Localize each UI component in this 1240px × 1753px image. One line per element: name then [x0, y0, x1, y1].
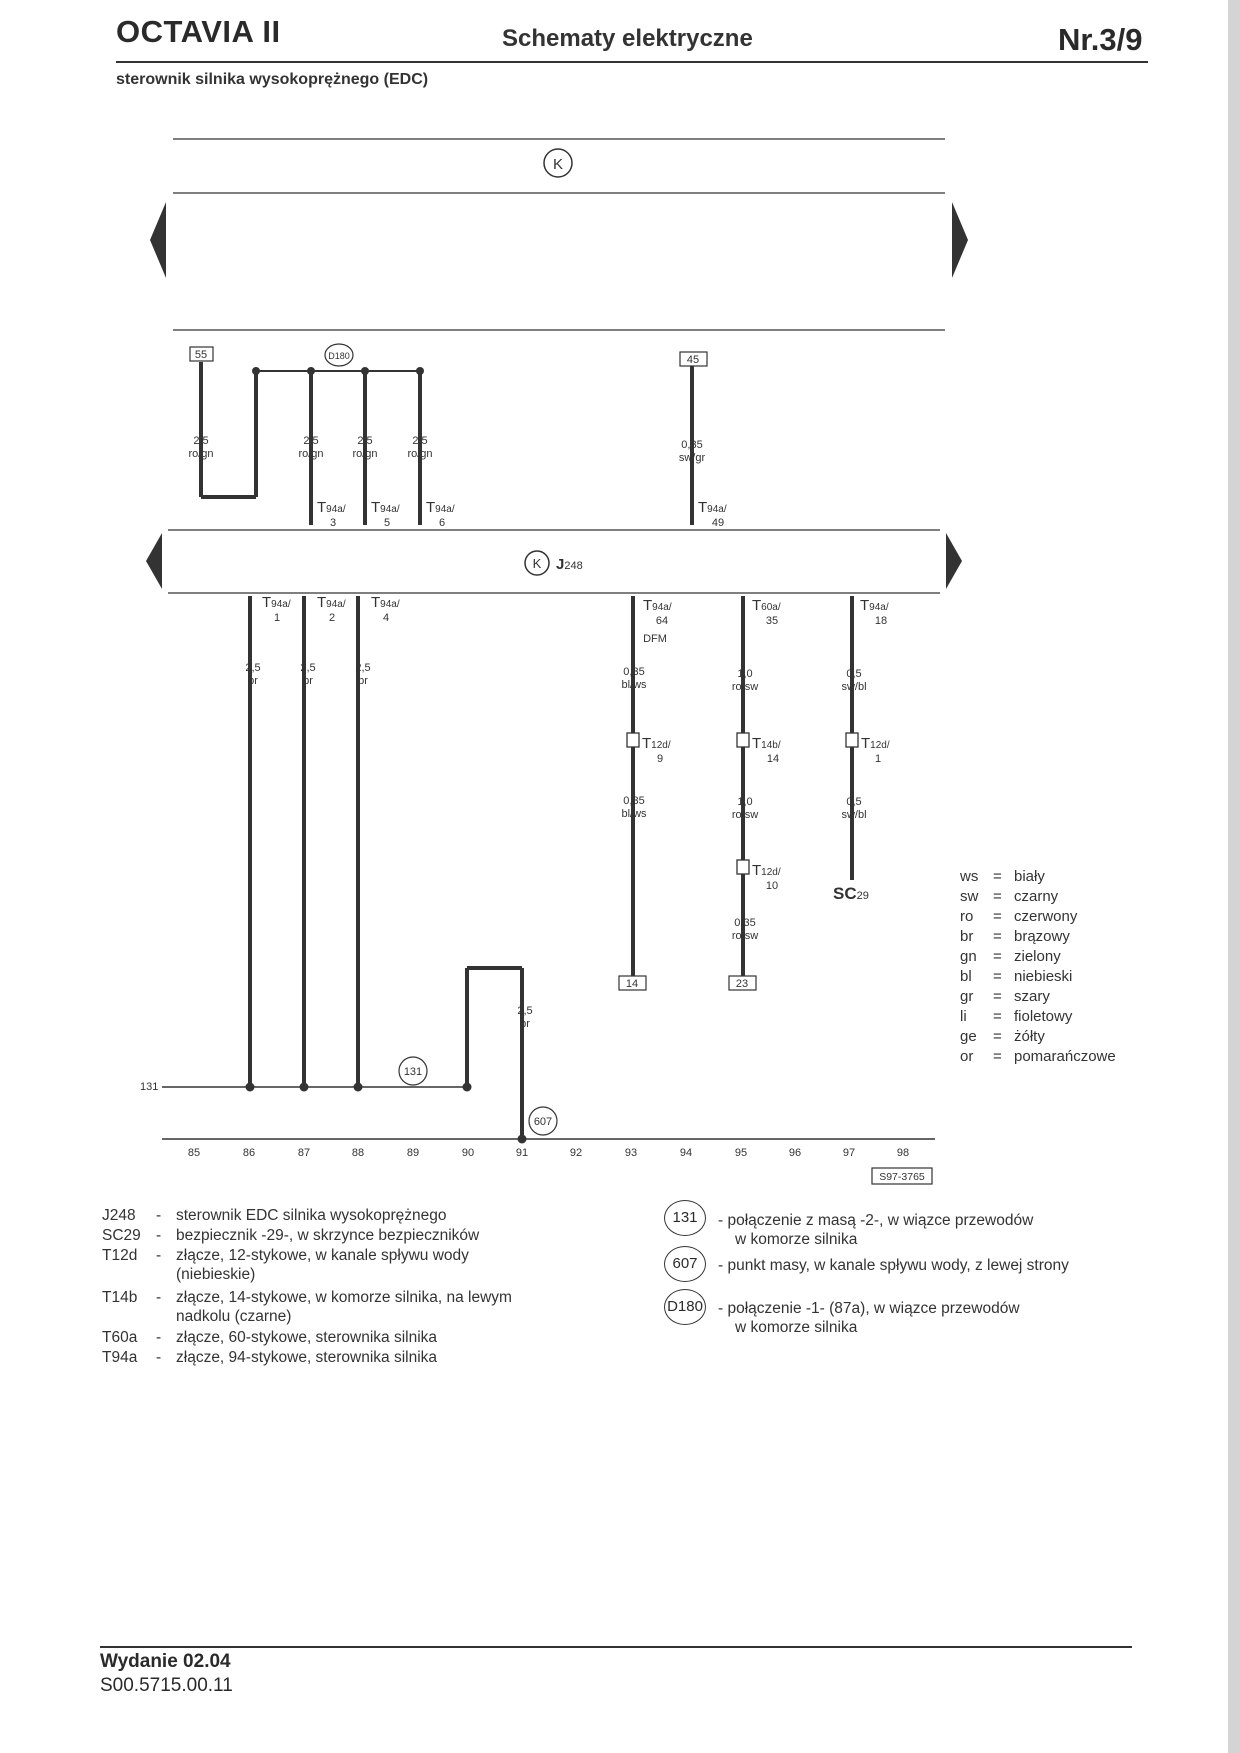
bottom-wires: [162, 596, 935, 1139]
svg-text:5: 5: [383, 517, 391, 529]
splice-d180-description: - połączenie -1- (87a), w wiązce przewodów: [718, 1300, 1020, 1317]
svg-text:14: 14: [625, 978, 639, 990]
fuse-sc29-label: SC29: [833, 884, 869, 903]
top-wire-labels: [188, 435, 705, 464]
svg-text:sw/bl: sw/bl: [841, 809, 867, 821]
svg-text:86: 86: [242, 1147, 256, 1159]
svg-text:ro/sw: ro/sw: [731, 681, 759, 693]
svg-text:ro/gn: ro/gn: [298, 448, 324, 460]
svg-text:10: 10: [765, 880, 779, 892]
document-subtitle: sterownik silnika wysokoprężnego (EDC): [116, 71, 429, 88]
svg-text:98: 98: [896, 1147, 910, 1159]
svg-text:23: 23: [735, 978, 749, 990]
svg-text:4: 4: [382, 612, 390, 624]
splice-d180-symbol: D180: [664, 1289, 706, 1325]
svg-text:ro/sw: ro/sw: [731, 930, 759, 942]
svg-text:9: 9: [656, 753, 664, 765]
svg-text:bl/ws: bl/ws: [621, 808, 647, 820]
svg-text:49: 49: [711, 517, 725, 529]
svg-text:T12d/: T12d/: [752, 862, 781, 879]
page-number: Nr.3/9: [1058, 22, 1143, 57]
svg-text:92: 92: [569, 1147, 583, 1159]
splice-d180-label: D180: [328, 351, 350, 361]
svg-text:6: 6: [438, 517, 446, 529]
svg-text:87: 87: [297, 1147, 311, 1159]
svg-text:2,5: 2,5: [245, 662, 261, 674]
svg-text:T94a/: T94a/: [317, 594, 346, 611]
component-j248-band: [146, 530, 962, 593]
svg-text:1: 1: [874, 753, 882, 765]
svg-text:0,35: 0,35: [623, 795, 645, 807]
edition-label: Wydanie 02.04: [100, 1651, 231, 1672]
svg-text:T12d/: T12d/: [861, 735, 890, 752]
svg-text:K: K: [552, 156, 564, 173]
svg-text:T94a/: T94a/: [262, 594, 291, 611]
svg-text:2: 2: [328, 612, 336, 624]
ground-131-description-line2: w komorze silnika: [735, 1231, 858, 1248]
svg-text:95: 95: [734, 1147, 748, 1159]
svg-text:3: 3: [329, 517, 337, 529]
svg-text:ro/gn: ro/gn: [352, 448, 378, 460]
ground-607-description: - punkt masy, w kanale spływu wody, z lewej strony: [718, 1257, 1069, 1274]
svg-text:sw/bl: sw/bl: [841, 681, 867, 693]
svg-text:J248: J248: [556, 556, 583, 573]
grid-numbers: [188, 1147, 909, 1159]
svg-text:ro/sw: ro/sw: [731, 809, 759, 821]
reference-code: S97-3765: [879, 1171, 925, 1183]
svg-text:2,5: 2,5: [303, 435, 319, 447]
svg-text:0,5: 0,5: [846, 796, 862, 808]
svg-text:T94a/: T94a/: [317, 499, 346, 516]
ground-131-label: 131: [403, 1066, 423, 1078]
svg-text:ro/gn: ro/gn: [407, 448, 433, 460]
svg-text:45: 45: [686, 354, 700, 366]
document-title: Schematy elektryczne: [502, 25, 753, 52]
svg-text:2,5: 2,5: [193, 435, 209, 447]
svg-text:T94a/: T94a/: [426, 499, 455, 516]
continue-right-arrow: [952, 202, 968, 278]
svg-text:br: br: [520, 1018, 530, 1030]
svg-text:0,5: 0,5: [846, 668, 862, 680]
bottom-wire-labels: [245, 662, 866, 1030]
svg-text:55: 55: [194, 349, 208, 361]
svg-text:br: br: [303, 675, 313, 687]
svg-text:T60a/: T60a/: [752, 597, 781, 614]
side-ref-131: 131: [140, 1081, 159, 1093]
svg-text:T14b/: T14b/: [752, 735, 781, 752]
svg-text:14: 14: [766, 753, 780, 765]
svg-text:96: 96: [788, 1147, 802, 1159]
ground-607-symbol: 607: [664, 1246, 706, 1282]
top-component-band: [150, 139, 968, 330]
svg-text:br: br: [358, 675, 368, 687]
scan-edge: [1228, 0, 1240, 1753]
svg-text:ro/gn: ro/gn: [188, 448, 214, 460]
svg-text:1,0: 1,0: [737, 668, 753, 680]
svg-text:2,5: 2,5: [357, 435, 373, 447]
svg-text:K: K: [532, 556, 542, 571]
svg-text:bl/ws: bl/ws: [621, 679, 647, 691]
svg-text:93: 93: [624, 1147, 638, 1159]
svg-text:94: 94: [679, 1147, 693, 1159]
svg-text:90: 90: [461, 1147, 475, 1159]
ground-131-description: - połączenie z masą -2-, w wiązce przewodów: [718, 1212, 1034, 1229]
document-brand: OCTAVIA II: [116, 14, 281, 49]
svg-text:T94a/: T94a/: [643, 597, 672, 614]
svg-text:85: 85: [187, 1147, 201, 1159]
svg-text:1,0: 1,0: [737, 796, 753, 808]
svg-text:T94a/: T94a/: [698, 499, 727, 516]
svg-text:35: 35: [765, 615, 779, 627]
svg-text:T94a/: T94a/: [860, 597, 889, 614]
svg-text:0,35: 0,35: [734, 917, 756, 929]
svg-text:18: 18: [874, 615, 888, 627]
svg-text:0,35: 0,35: [623, 666, 645, 678]
ground-131-symbol: 131: [664, 1200, 706, 1236]
svg-text:T12d/: T12d/: [642, 735, 671, 752]
svg-text:89: 89: [406, 1147, 420, 1159]
footer-rule: [100, 1646, 1132, 1648]
continue-left-arrow: [150, 202, 166, 278]
svg-text:0,35: 0,35: [681, 439, 703, 451]
ground-607-label: 607: [533, 1116, 553, 1128]
svg-text:64: 64: [655, 615, 669, 627]
svg-text:br: br: [248, 675, 258, 687]
svg-text:97: 97: [842, 1147, 856, 1159]
svg-text:88: 88: [351, 1147, 365, 1159]
svg-text:91: 91: [515, 1147, 529, 1159]
svg-text:2,5: 2,5: [517, 1005, 533, 1017]
svg-text:sw/gr: sw/gr: [678, 452, 706, 464]
svg-text:2,5: 2,5: [412, 435, 428, 447]
top-wires: [201, 362, 692, 525]
svg-text:2,5: 2,5: [300, 662, 316, 674]
document-code: S00.5715.00.11: [100, 1675, 233, 1696]
svg-text:T94a/: T94a/: [371, 499, 400, 516]
svg-text:DFM: DFM: [643, 633, 667, 645]
ground-splice-dots: [246, 1083, 527, 1144]
splice-d180-description-line2: w komorze silnika: [735, 1319, 858, 1336]
svg-text:1: 1: [273, 612, 281, 624]
svg-text:2,5: 2,5: [355, 662, 371, 674]
top-pin-labels: [317, 499, 727, 529]
svg-text:T94a/: T94a/: [371, 594, 400, 611]
